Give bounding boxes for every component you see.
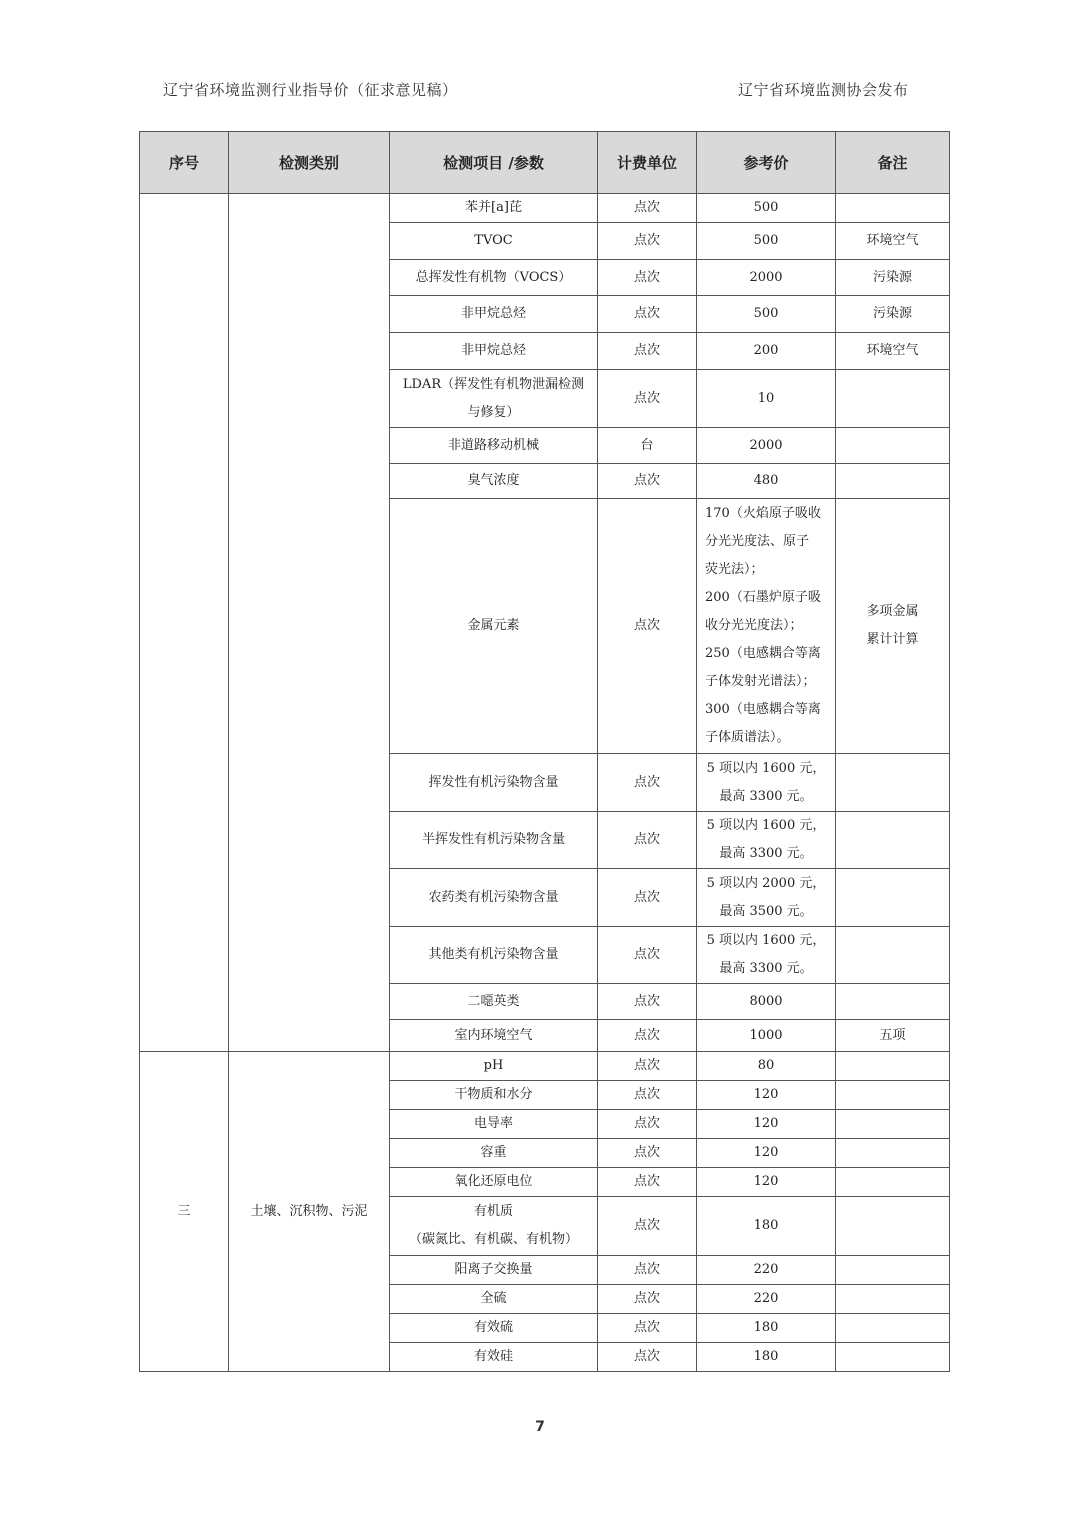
unit-cell: 点次 bbox=[598, 1081, 697, 1110]
note-line: 累计计算 bbox=[866, 632, 919, 647]
note-cell bbox=[836, 1197, 950, 1256]
note-cell bbox=[836, 1256, 950, 1285]
item-cell: 全硫 bbox=[390, 1285, 598, 1314]
unit-cell: 点次 bbox=[598, 296, 697, 333]
unit-cell: 点次 bbox=[598, 1020, 697, 1052]
price-cell bbox=[697, 812, 836, 869]
item-cell: 半挥发性有机污染物含量 bbox=[390, 812, 598, 869]
price-cell bbox=[697, 927, 836, 984]
unit-cell: 点次 bbox=[598, 812, 697, 869]
item-line: 与修复） bbox=[467, 404, 520, 420]
column-header-unit: 计费单位 bbox=[598, 132, 697, 194]
item-cell: 干物质和水分 bbox=[390, 1081, 598, 1110]
price-table bbox=[139, 131, 950, 1372]
price-cell: 1000 bbox=[697, 1020, 836, 1052]
price-line: 最高 3300 元。 bbox=[719, 846, 813, 861]
price-line: 200（石墨炉原子吸 bbox=[705, 590, 821, 605]
item-cell: 二噁英类 bbox=[390, 984, 598, 1020]
item-cell: TVOC bbox=[390, 223, 598, 260]
item-cell: 有效硫 bbox=[390, 1314, 598, 1343]
unit-cell: 点次 bbox=[598, 499, 697, 754]
note-cell bbox=[836, 812, 950, 869]
seq-cell bbox=[140, 194, 229, 1052]
note-cell: 五项 bbox=[836, 1020, 950, 1052]
item-line: 有机质 bbox=[473, 1204, 513, 1219]
price-line: 子体发射光谱法）； bbox=[705, 674, 816, 689]
note-cell bbox=[836, 869, 950, 927]
item-cell: 其他类有机污染物含量 bbox=[390, 927, 598, 984]
unit-cell: 点次 bbox=[598, 194, 697, 223]
price-cell: 8000 bbox=[697, 984, 836, 1020]
unit-cell: 点次 bbox=[598, 1168, 697, 1197]
unit-cell: 点次 bbox=[598, 754, 697, 812]
price-line: 收分光光度法）； bbox=[705, 618, 803, 633]
item-cell: 总挥发性有机物（VOCS） bbox=[390, 260, 598, 296]
note-cell bbox=[836, 1343, 950, 1372]
note-cell bbox=[836, 428, 950, 464]
item-cell: 阳离子交换量 bbox=[390, 1256, 598, 1285]
column-header-seq: 序号 bbox=[140, 132, 229, 194]
price-cell: 500 bbox=[697, 194, 836, 223]
unit-cell: 点次 bbox=[598, 223, 697, 260]
item-cell: 室内环境空气 bbox=[390, 1020, 598, 1052]
price-cell: 10 bbox=[697, 370, 836, 428]
price-cell: 180 bbox=[697, 1314, 836, 1343]
price-line: 最高 3300 元。 bbox=[719, 788, 813, 804]
price-cell: 2000 bbox=[697, 260, 836, 296]
price-cell: 2000 bbox=[697, 428, 836, 464]
category-cell bbox=[229, 194, 390, 1052]
unit-cell: 点次 bbox=[598, 260, 697, 296]
unit-cell: 点次 bbox=[598, 1314, 697, 1343]
note-cell bbox=[836, 370, 950, 428]
price-line: 5 项以内 1600 元， bbox=[706, 933, 826, 948]
unit-cell: 台 bbox=[598, 428, 697, 464]
note-cell bbox=[836, 1081, 950, 1110]
unit-cell: 点次 bbox=[598, 1343, 697, 1372]
note-cell bbox=[836, 464, 950, 499]
price-cell: 480 bbox=[697, 464, 836, 499]
item-line: （碳氮比、有机碳、有机物） bbox=[408, 1232, 578, 1247]
item-cell: 电导率 bbox=[390, 1110, 598, 1139]
item-cell: 农药类有机污染物含量 bbox=[390, 869, 598, 927]
price-cell: 120 bbox=[697, 1110, 836, 1139]
price-line: 5 项以内 1600 元， bbox=[706, 760, 826, 776]
table-header-row bbox=[140, 132, 950, 194]
note-line: 多项金属 bbox=[866, 604, 919, 619]
price-line: 170（火焰原子吸收 bbox=[705, 506, 821, 521]
item-cell: 容重 bbox=[390, 1139, 598, 1168]
price-cell: 120 bbox=[697, 1139, 836, 1168]
price-line: 最高 3500 元。 bbox=[719, 903, 813, 919]
price-cell bbox=[697, 754, 836, 812]
price-line: 5 项以内 2000 元， bbox=[706, 875, 826, 891]
price-line: 300（电感耦合等离 bbox=[705, 702, 821, 717]
price-cell bbox=[697, 869, 836, 927]
table-row bbox=[140, 194, 950, 223]
page-number: 7 bbox=[535, 1419, 545, 1435]
price-line: 250（电感耦合等离 bbox=[705, 646, 821, 661]
note-cell bbox=[836, 1110, 950, 1139]
price-cell bbox=[697, 499, 836, 754]
price-cell: 220 bbox=[697, 1256, 836, 1285]
column-header-category: 检测类别 bbox=[229, 132, 390, 194]
price-cell: 220 bbox=[697, 1285, 836, 1314]
note-cell bbox=[836, 1168, 950, 1197]
item-cell: 挥发性有机污染物含量 bbox=[390, 754, 598, 812]
price-cell: 500 bbox=[697, 223, 836, 260]
price-cell: 120 bbox=[697, 1168, 836, 1197]
unit-cell: 点次 bbox=[598, 1285, 697, 1314]
note-cell bbox=[836, 984, 950, 1020]
document-header-title: 辽宁省环境监测行业指导价（征求意见稿） bbox=[163, 81, 458, 99]
price-cell: 120 bbox=[697, 1081, 836, 1110]
unit-cell: 点次 bbox=[598, 370, 697, 428]
note-cell: 污染源 bbox=[836, 296, 950, 333]
price-cell: 180 bbox=[697, 1197, 836, 1256]
item-cell: 非甲烷总烃 bbox=[390, 333, 598, 370]
price-cell: 80 bbox=[697, 1052, 836, 1081]
note-cell bbox=[836, 1139, 950, 1168]
note-cell: 环境空气 bbox=[836, 333, 950, 370]
unit-cell: 点次 bbox=[598, 1197, 697, 1256]
item-cell: 非道路移动机械 bbox=[390, 428, 598, 464]
price-line: 子体质谱法）。 bbox=[705, 730, 790, 745]
note-cell: 环境空气 bbox=[836, 223, 950, 260]
price-cell: 180 bbox=[697, 1343, 836, 1372]
table-row bbox=[140, 1052, 950, 1081]
price-cell: 500 bbox=[697, 296, 836, 333]
unit-cell: 点次 bbox=[598, 333, 697, 370]
unit-cell: 点次 bbox=[598, 1110, 697, 1139]
unit-cell: 点次 bbox=[598, 464, 697, 499]
note-cell bbox=[836, 499, 950, 754]
note-cell bbox=[836, 754, 950, 812]
unit-cell: 点次 bbox=[598, 1256, 697, 1285]
price-line: 分光光度法、原子 bbox=[705, 534, 810, 549]
item-cell: pH bbox=[390, 1052, 598, 1081]
item-cell: 氧化还原电位 bbox=[390, 1168, 598, 1197]
category-cell: 土壤、沉积物、污泥 bbox=[229, 1052, 390, 1372]
note-cell bbox=[836, 927, 950, 984]
item-cell: 金属元素 bbox=[390, 499, 598, 754]
column-header-note: 备注 bbox=[836, 132, 950, 194]
item-cell: 非甲烷总烃 bbox=[390, 296, 598, 333]
unit-cell: 点次 bbox=[598, 1139, 697, 1168]
item-cell: 臭气浓度 bbox=[390, 464, 598, 499]
item-line: LDAR（挥发性有机物泄漏检测 bbox=[402, 376, 585, 392]
note-cell bbox=[836, 1314, 950, 1343]
item-cell bbox=[390, 370, 598, 428]
item-cell: 有效硅 bbox=[390, 1343, 598, 1372]
document-header-publisher: 辽宁省环境监测协会发布 bbox=[738, 81, 909, 99]
unit-cell: 点次 bbox=[598, 927, 697, 984]
price-line: 最高 3300 元。 bbox=[719, 961, 813, 976]
unit-cell: 点次 bbox=[598, 1052, 697, 1081]
price-line: 荧光法）； bbox=[705, 562, 764, 577]
note-cell bbox=[836, 194, 950, 223]
price-cell: 200 bbox=[697, 333, 836, 370]
column-header-item: 检测项目 /参数 bbox=[390, 132, 598, 194]
item-cell: 苯并[a]芘 bbox=[390, 194, 598, 223]
unit-cell: 点次 bbox=[598, 869, 697, 927]
price-line: 5 项以内 1600 元， bbox=[706, 818, 826, 833]
note-cell bbox=[836, 1052, 950, 1081]
seq-cell: 三 bbox=[140, 1052, 229, 1372]
note-cell: 污染源 bbox=[836, 260, 950, 296]
column-header-price: 参考价 bbox=[697, 132, 836, 194]
item-cell bbox=[390, 1197, 598, 1256]
note-cell bbox=[836, 1285, 950, 1314]
unit-cell: 点次 bbox=[598, 984, 697, 1020]
